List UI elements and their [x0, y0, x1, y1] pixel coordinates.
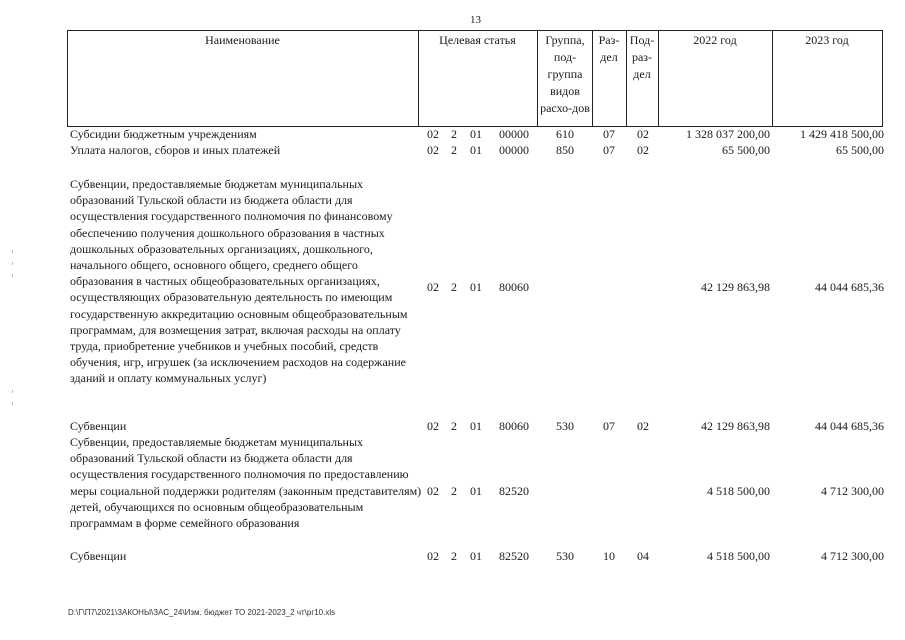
subsection-code: 02 — [637, 143, 649, 157]
subsection-code: 02 — [637, 127, 649, 141]
code-subprogram: 01 — [470, 419, 482, 433]
section-code: 07 — [603, 143, 615, 157]
amount-2022: 4 518 500,00 — [707, 484, 770, 498]
code-program: 02 — [427, 280, 439, 294]
row-name: Уплата налогов, сборов и иных платежей — [70, 143, 281, 157]
code-program: 02 — [427, 127, 439, 141]
group-code: 530 — [556, 549, 574, 563]
row-name: Субвенции, предоставляемые бюджетам муниципальных образований Тульской области из бюджета области для осуществления государственного полномочия по финансовому обеспечению получения дошкольного образования в частных дошкольных образовательных организациях, дошкольного, начального общего, основного общего, среднего общего образования в частных общеобразовательных организациях, осуществляющих образовательную деятельность по имеющим государственную аккредитацию основным общеобразовательным программам, для возмещения затрат, включая расходы на оплату труда, приобретение учебников и учебных пособий, средств обучения, игр, игрушек (за исключением расходов на содержание зданий и оплату коммунальных услуг) — [70, 177, 408, 386]
row-name: Субвенции — [70, 419, 127, 433]
code-subprogram: 01 — [470, 484, 482, 498]
subsection-code: 02 — [637, 419, 649, 433]
subsection-code: 04 — [637, 549, 649, 563]
header-name: Наименование — [205, 33, 280, 47]
section-code: 07 — [603, 419, 615, 433]
code-type: 2 — [451, 127, 457, 141]
code-type: 2 — [451, 484, 457, 498]
page-number: 13 — [470, 14, 481, 26]
scan-mark — [12, 274, 13, 277]
row-name: Субвенции — [70, 549, 127, 563]
amount-2023: 44 044 685,36 — [815, 419, 884, 433]
row-name: Субвенции, предоставляемые бюджетам муниципальных образований Тульской области из бюджета области для осуществления государственного полномочия по предоставлению меры социальной поддержки родителям (законным представителям) детей, обучающихся по основным общеобразовательным программам в форме семейного образования — [70, 435, 422, 531]
scan-mark — [12, 262, 13, 265]
amount-2023: 1 429 418 500,00 — [800, 127, 884, 141]
code-subprogram: 01 — [470, 280, 482, 294]
code-program: 02 — [427, 484, 439, 498]
code-subprogram: 01 — [470, 127, 482, 141]
group-code: 530 — [556, 419, 574, 433]
row-name: Субсидии бюджетным учреждениям — [70, 127, 257, 141]
header-target: Целевая статья — [439, 33, 516, 47]
amount-2023: 65 500,00 — [836, 143, 884, 157]
amount-2022: 65 500,00 — [722, 143, 770, 157]
code-type: 2 — [451, 419, 457, 433]
amount-2022: 4 518 500,00 — [707, 549, 770, 563]
code-direction: 00000 — [499, 127, 529, 141]
section-code: 07 — [603, 127, 615, 141]
header-2022: 2022 год — [693, 33, 737, 47]
header-section: Раз-дел — [598, 33, 620, 64]
amount-2022: 1 328 037 200,00 — [686, 127, 770, 141]
code-direction: 80060 — [499, 419, 529, 433]
code-type: 2 — [451, 143, 457, 157]
amount-2022: 42 129 863,98 — [701, 280, 770, 294]
scan-mark — [12, 250, 13, 253]
code-subprogram: 01 — [470, 143, 482, 157]
header-group: Группа, под-группа видов расхо-дов — [540, 33, 590, 115]
header-subsection: Под-раз-дел — [629, 33, 655, 81]
group-code: 610 — [556, 127, 574, 141]
code-direction: 00000 — [499, 143, 529, 157]
amount-2022: 42 129 863,98 — [701, 419, 770, 433]
header-2023: 2023 год — [805, 33, 849, 47]
file-path-footer: D:\Г\П7\2021\ЗАКОНЫ\ЗАС_24\Изм. бюджет ТО 2021-2023_2 чт\рг10.xls — [68, 608, 336, 617]
amount-2023: 44 044 685,36 — [815, 280, 884, 294]
amount-2023: 4 712 300,00 — [821, 549, 884, 563]
code-subprogram: 01 — [470, 549, 482, 563]
code-program: 02 — [427, 549, 439, 563]
code-type: 2 — [451, 549, 457, 563]
code-program: 02 — [427, 143, 439, 157]
scan-mark — [12, 402, 13, 405]
code-direction: 80060 — [499, 280, 529, 294]
scan-mark — [12, 390, 13, 393]
code-direction: 82520 — [499, 549, 529, 563]
section-code: 10 — [603, 549, 615, 563]
code-program: 02 — [427, 419, 439, 433]
code-type: 2 — [451, 280, 457, 294]
code-direction: 82520 — [499, 484, 529, 498]
group-code: 850 — [556, 143, 574, 157]
amount-2023: 4 712 300,00 — [821, 484, 884, 498]
